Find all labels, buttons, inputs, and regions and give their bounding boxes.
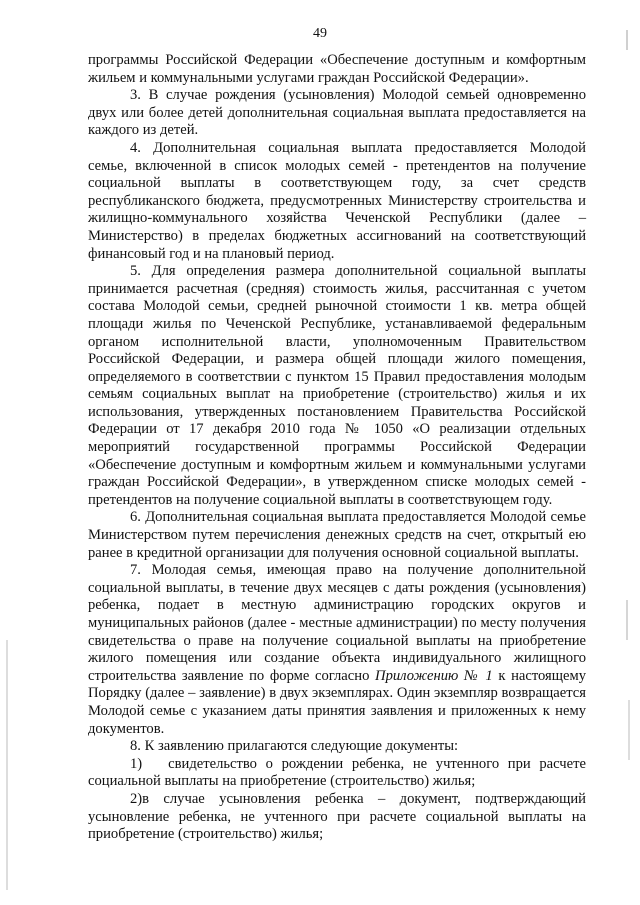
appendix-reference: Приложению № 1 bbox=[375, 667, 493, 684]
paragraph-3: 3. В случае рождения (усыновления) Молодой семьей одновременно двух или более детей дополнительная социальная выплата предоставляется на каждого из детей. bbox=[88, 87, 586, 139]
paragraph-7 bbox=[88, 562, 586, 738]
scan-mark bbox=[626, 30, 628, 50]
document-body bbox=[88, 52, 586, 844]
scan-mark bbox=[6, 640, 8, 890]
list-item-text: свидетельство о рождении ребенка, не учтенного при расчете социальной выплаты на приобретение (строительство) жилья; bbox=[88, 755, 586, 790]
list-marker: 2) bbox=[130, 790, 143, 807]
paragraph-5: 5. Для определения размера дополнительной социальной выплаты принимается расчетная (средняя) стоимость жилья, рассчитанная с учетом состава Молодой семьи, средней рыночной стоимости 1 кв. метра общей площади жилья по Чеченской Республике, устанавливаемой федеральным органом исполнительной власти, уполномоченным Правительством Российской Федерации, и размера общей площади жилого помещения, определяемого в соответствии с пунктом 15 Правил предоставления молодым семьям социальных выплат на приобретение (строительство) жилья и их использования, утвержденных постановлением Правительства Российской Федерации от 17 декабря 2010 года № 1050 «О реализации отдельных мероприятий государственной программы Российской Федерации «Обеспечение доступным и комфортным жильем и коммунальными услугами граждан Российской Федерации», в утвержденном списке молодых семей - претендентов на получение социальной выплаты в соответствующем году. bbox=[88, 263, 586, 508]
paragraph-4: 4. Дополнительная социальная выплата предоставляется Молодой семье, включенной в список молодых семей - претендентов на получение социальной выплаты в соответствующем году, за счет средств республиканского бюджета, предусмотренных Министерству строительства и жилищно-коммунального хозяйства Чеченской Республики (далее – Министерство) в пределах бюджетных ассигнований на соответствующий финансовый год и на плановый период. bbox=[88, 139, 586, 262]
list-item-text: в случае усыновления ребенка – документ, подтверждающий усыновление ребенка, не учтенного при расчете социальной выплаты на приобретение (строительство) жилья; bbox=[88, 790, 586, 843]
paragraph-continuation: программы Российской Федерации «Обеспечение доступным и комфортным жильем и коммунальными услугами граждан Российской Федерации». bbox=[88, 52, 586, 86]
paragraph-8: 8. К заявлению прилагаются следующие документы: bbox=[130, 738, 459, 755]
paragraph-7-text-end: к настоящему Порядку (далее – заявление) в двух экземплярах. Один экземпляр возвращается Молодой семье с указанием даты принятия заявления и приложенных к нему документов. bbox=[88, 667, 586, 737]
list-item bbox=[88, 756, 586, 791]
paragraph-7-text: 7. Молодая семья, имеющая право на получение дополнительной социальной выплаты, в течение двух месяцев с даты рождения (усыновления) ребенка, подает в местную администрацию городских округов и муниципальных районов (далее - местные администрации) по месту получения свидетельства о праве на получение социальной выплаты на приобретение жилого помещения или создание объекта индивидуального жилищного строительства заявление по форме согласно bbox=[88, 562, 586, 684]
paragraph-6: 6. Дополнительная социальная выплата предоставляется Молодой семье Министерством путем перечисления денежных средств на счет, открытый ею ранее в кредитной организации для получения основной социальной выплаты. bbox=[88, 509, 586, 561]
list-marker: 1) bbox=[130, 755, 143, 772]
scan-mark bbox=[626, 600, 628, 640]
scan-mark bbox=[628, 700, 630, 760]
page-number: 49 bbox=[313, 26, 327, 41]
list-item bbox=[88, 791, 586, 844]
